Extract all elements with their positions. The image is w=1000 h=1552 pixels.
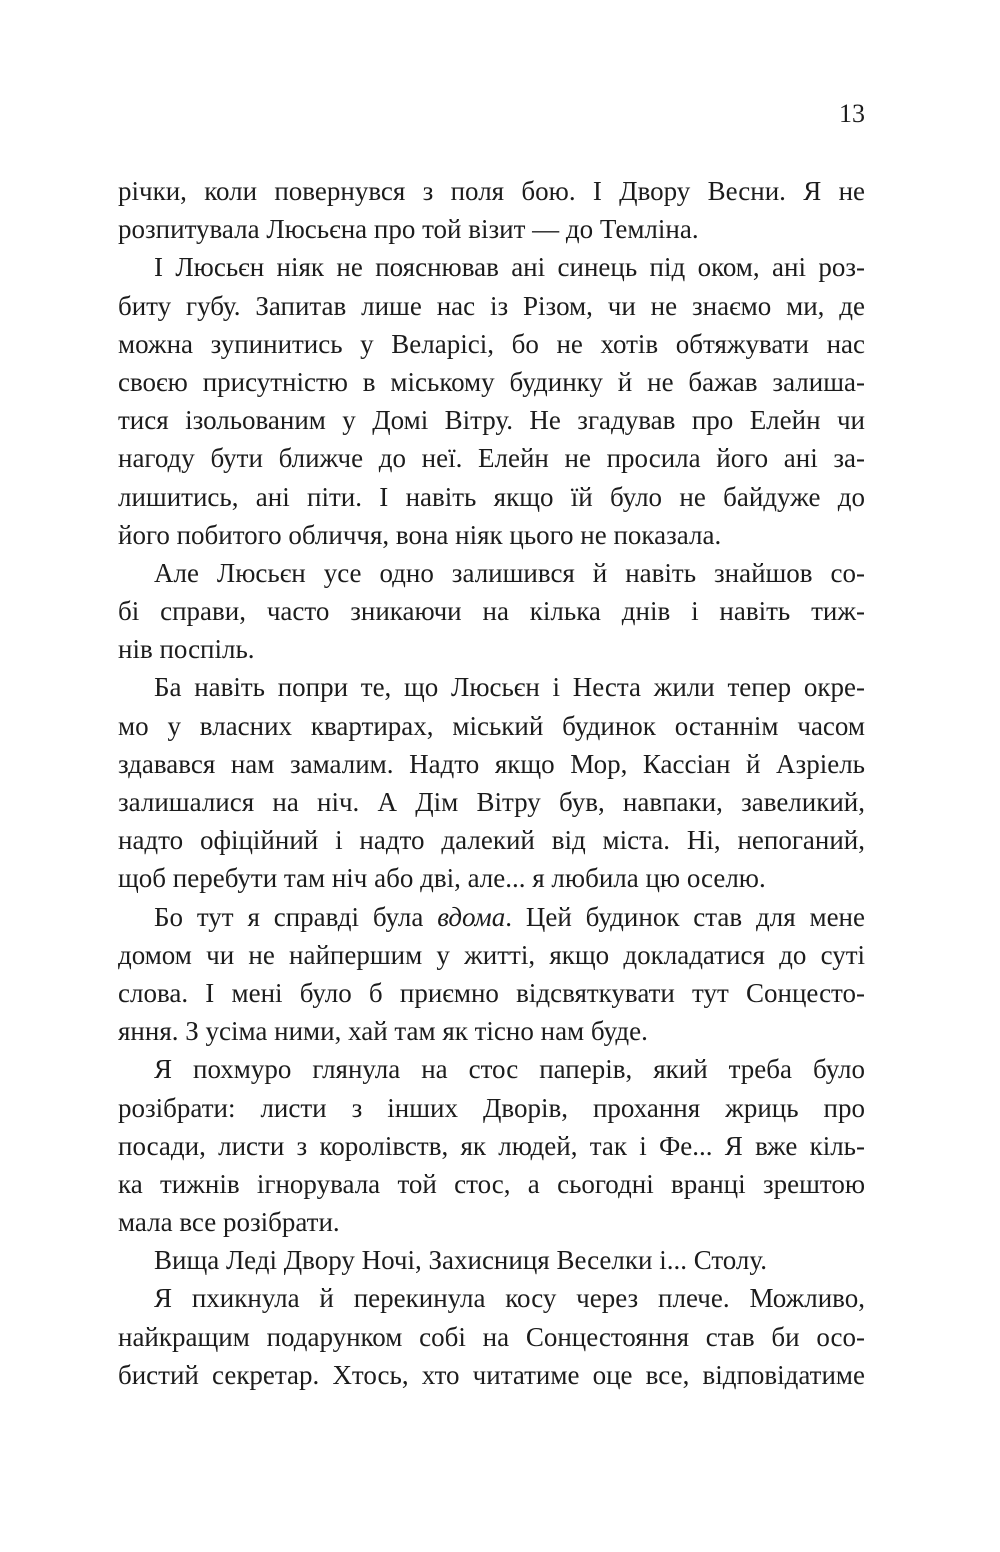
text-line: надто офіційний і надто далекий від міста. Ні, непоганий, (118, 825, 865, 856)
paragraph (118, 554, 865, 669)
text-line: нагоду бути ближче до неї. Елейн не просила його ані за- (118, 443, 865, 474)
text-line: Я похмуро глянула на стос паперів, який треба було (154, 1054, 865, 1085)
text-line: залишалися на ніч. А Дім Вітру був, навпаки, завеликий, (118, 787, 865, 817)
text-line: його побитого обличчя, вона ніяк цього не показала. (118, 519, 722, 550)
italic-word: вдома (437, 901, 506, 932)
paragraph (118, 1279, 865, 1394)
text-line: ка тижнів ігнорувала той стос, а сьогодні вранці зрештою (118, 1168, 865, 1199)
text-line: бі справи, часто зникаючи на кілька днів і навіть тиж- (118, 596, 865, 627)
text-line: Я пхикнула й перекинула косу через плече. Можливо, (154, 1283, 865, 1314)
text-line: биту губу. Запитав лише нас із Різом, чи не знаємо ми, де (118, 290, 865, 321)
text-line: можна зупинитись у Веларісі, бо не хотів обтяжувати нас (118, 328, 865, 359)
text-line: нів поспіль. (118, 634, 255, 665)
text-line: слова. І мені було б приємно відсвяткувати тут Сонцесто- (118, 977, 865, 1008)
paragraph (118, 898, 865, 1051)
paragraph (118, 248, 865, 554)
text-line: щоб перебути там ніч або дві, але... я любила цю оселю. (118, 863, 766, 894)
text-line: яння. З усіма ними, хай там як тісно нам буде. (118, 1016, 648, 1047)
text-line: посади, листи з королівств, як людей, так і Фе... Я вже кіль- (118, 1130, 865, 1161)
text-line: розібрати: листи з інших Дворів, прохання жриць про (118, 1092, 865, 1123)
text-span: Бо тут я справді була (154, 901, 438, 932)
text-span: . Цей будинок став для мене (505, 901, 865, 932)
text-line: здавався нам замалим. Надто якщо Мор, Кассіан й Азріель (118, 748, 865, 779)
paragraph (118, 172, 865, 248)
text-line: лишитись, ані піти. І навіть якщо їй було не байдуже до (118, 481, 865, 512)
text-line: своєю присутністю в міському будинку й не бажав залиша- (118, 366, 865, 397)
text-line: річки, коли повернувся з поля бою. І Двору Весни. Я не (118, 176, 865, 206)
text-line: Ба навіть попри те, що Люсьєн і Неста жили тепер окре- (154, 672, 865, 703)
text-line: бистий секретар. Хтось, хто читатиме оце все, відповідатиме (118, 1359, 865, 1390)
text-line: найкращим подарунком собі на Сонцестояння став би осо- (118, 1321, 865, 1352)
page-number: 13 (839, 99, 865, 128)
text-line: мо у власних квартирах, міський будинок останнім часом (118, 710, 865, 741)
text-line (118, 898, 865, 936)
text-line: Але Люсьєн усе одно залишився й навіть знайшов со- (154, 557, 865, 588)
text-line: Вища Леді Двору Ночі, Захисниця Веселки і... Столу. (154, 1245, 767, 1276)
paragraph (118, 668, 865, 897)
text-line: І Люсьєн ніяк не пояснював ані синець під оком, ані роз- (154, 252, 865, 283)
text-line: мала все розібрати. (118, 1207, 340, 1238)
page-text (118, 172, 865, 1394)
text-line: домом чи не найпершим у житті, якщо докладатися до суті (118, 939, 865, 970)
text-line: тися ізольованим у Домі Вітру. Не згадував про Елейн чи (118, 405, 865, 436)
paragraph (118, 1241, 865, 1279)
paragraph (118, 1050, 865, 1241)
text-line: розпитувала Люсьєна про той візит — до Темліна. (118, 214, 699, 245)
